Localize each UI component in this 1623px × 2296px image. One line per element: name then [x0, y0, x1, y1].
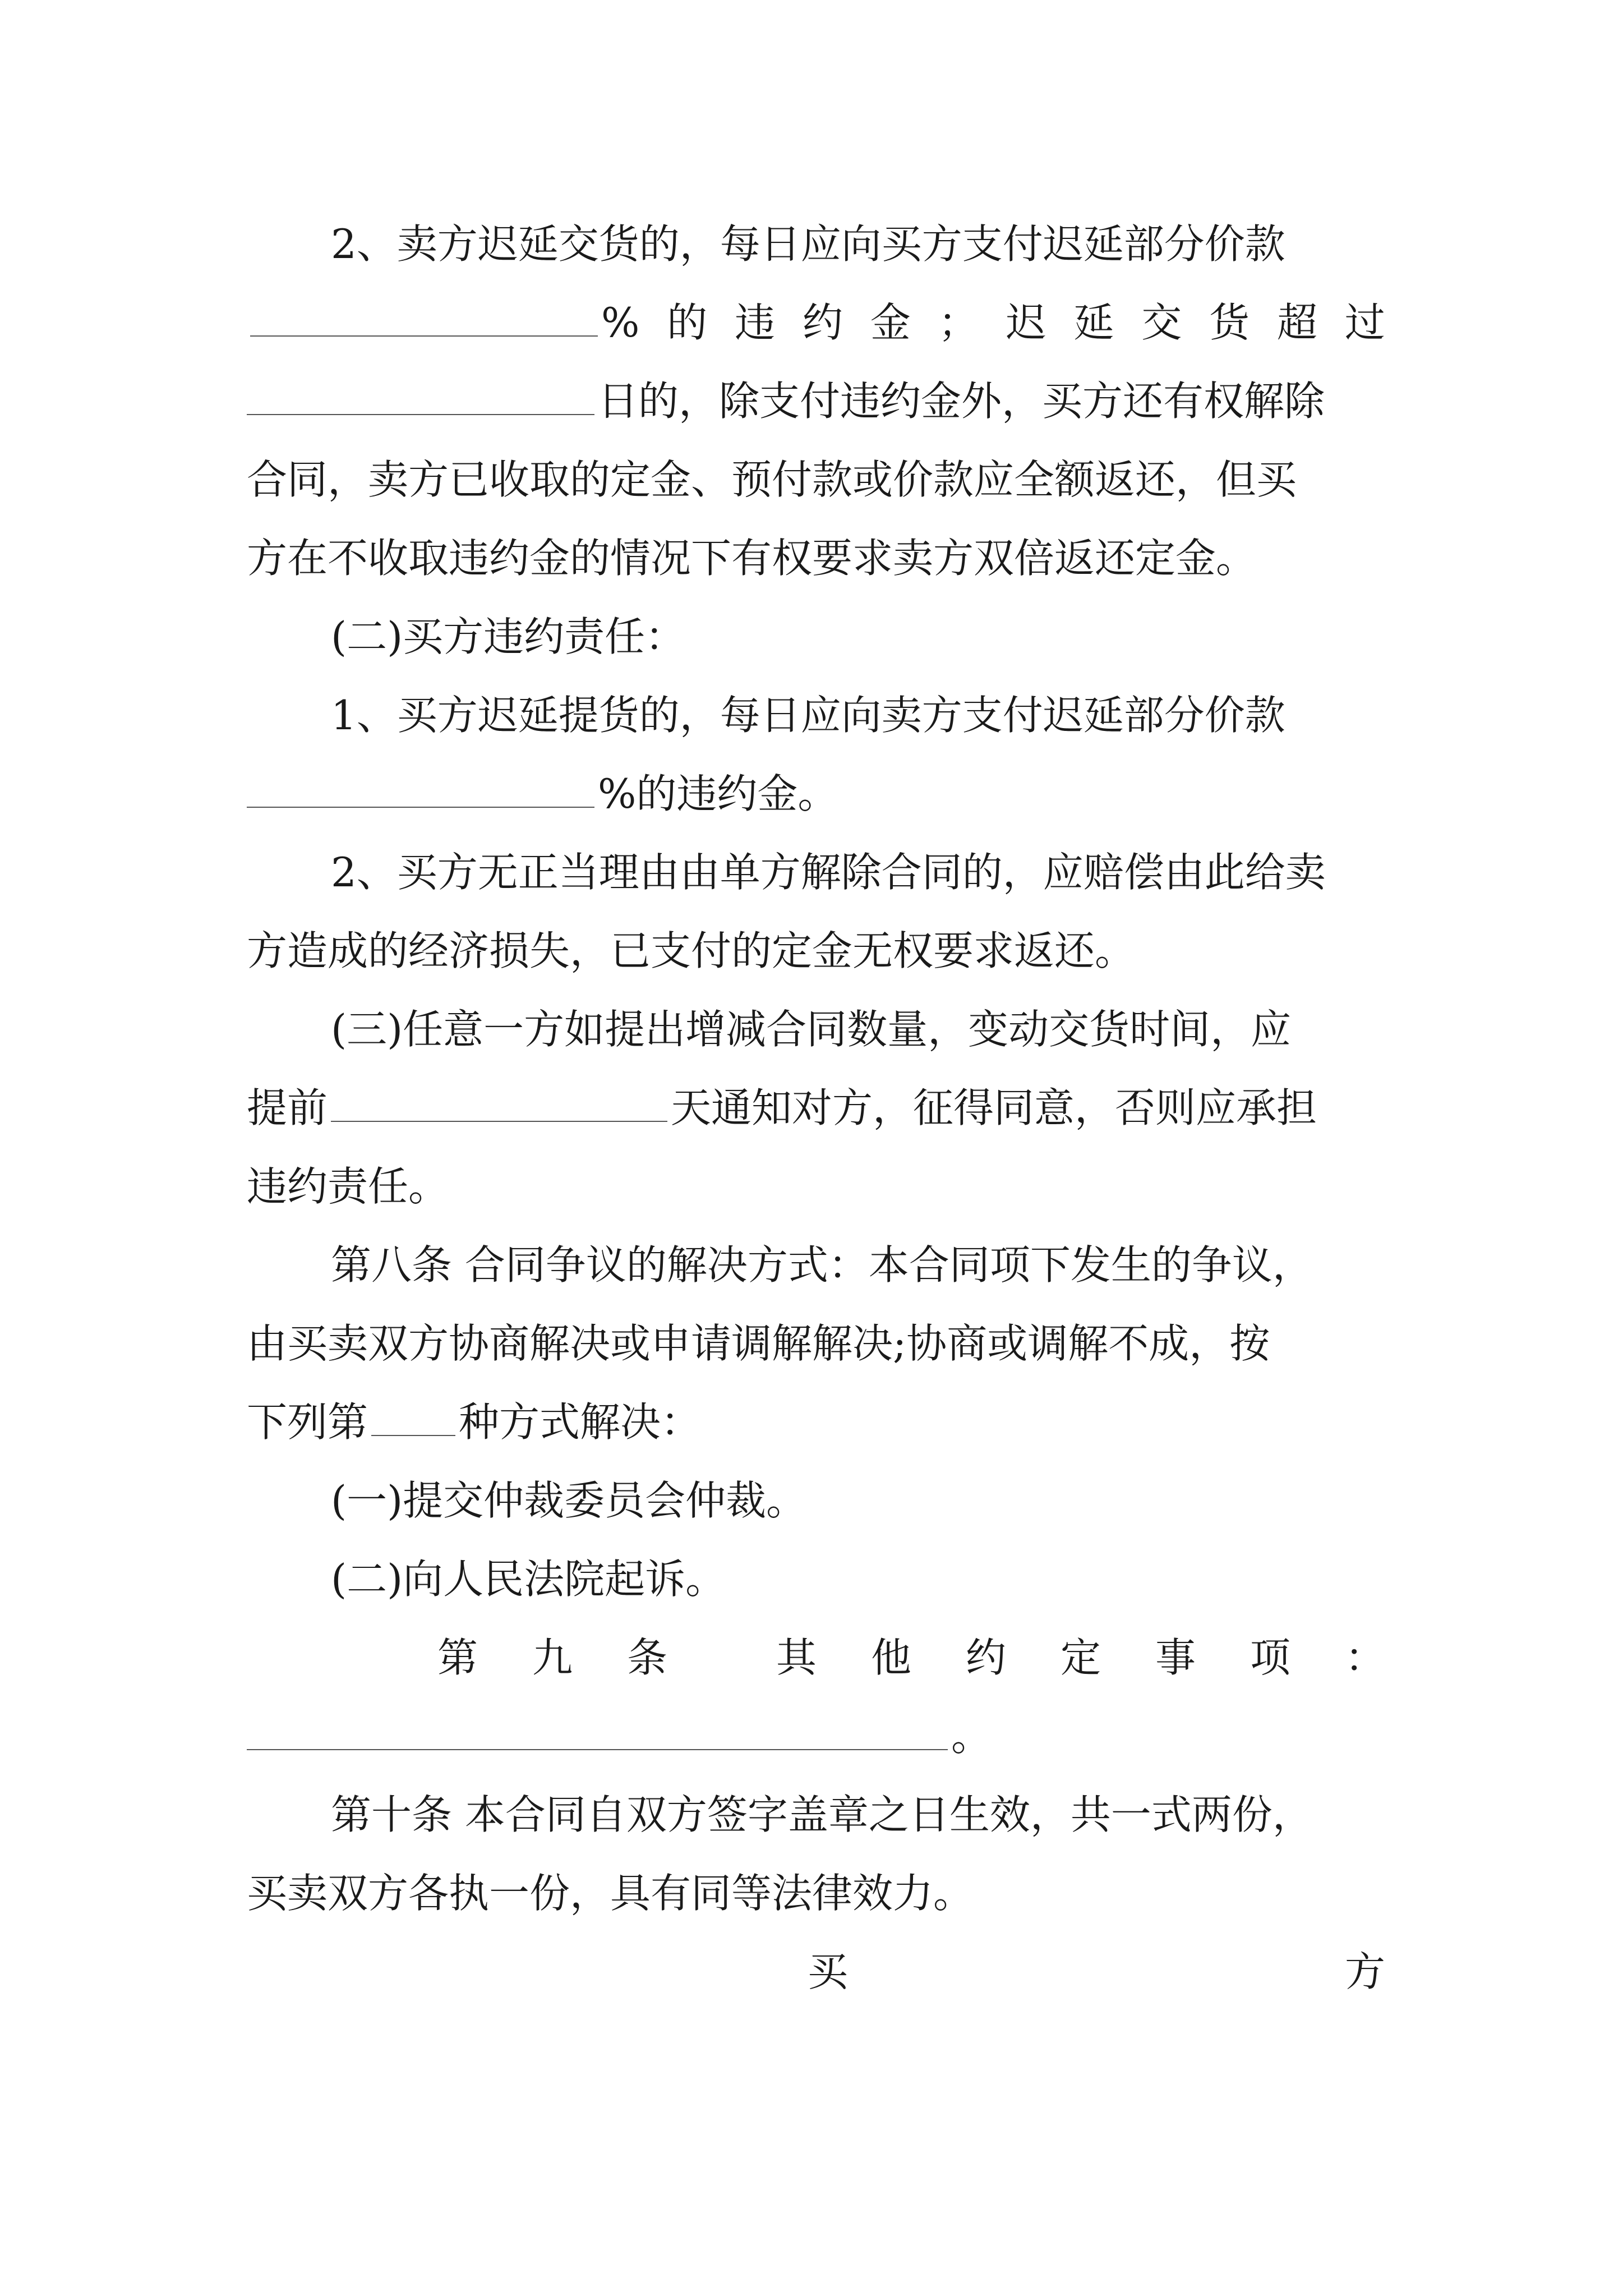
word: 迟 — [1006, 299, 1046, 346]
signature-line — [808, 1932, 1385, 2011]
section-heading-buyer — [247, 597, 1385, 676]
signature-label-right: 方 — [1344, 1948, 1385, 1995]
paragraph-buyer-late-line2 — [247, 754, 1385, 833]
fill-blank — [247, 1738, 948, 1750]
word: 定 — [1060, 1634, 1101, 1681]
text: 合同，卖方已收取的定金、预付款或价款应全额返还，但买 — [247, 456, 1297, 503]
word: 条 — [627, 1634, 668, 1681]
paragraph-change-notice-line1 — [247, 990, 1385, 1069]
fill-blank — [371, 1424, 455, 1436]
word: % — [601, 299, 640, 346]
text: 。 — [951, 1713, 992, 1760]
fill-blank — [331, 1110, 667, 1122]
article-10-line2 — [247, 1854, 1385, 1932]
text: 2、卖方迟延交货的，每日应向买方支付迟延部分价款 — [331, 220, 1285, 268]
text: 种方式解决： — [459, 1398, 702, 1446]
paragraph-seller-late-line5 — [247, 519, 1385, 597]
paragraph-buyer-terminate-line1 — [247, 833, 1385, 912]
text: 提前 — [247, 1084, 328, 1131]
word: 金 — [870, 299, 911, 346]
article-10-line1 — [247, 1775, 1385, 1854]
word: 延 — [1073, 299, 1114, 346]
text: 第八条 合同争议的解决方式：本合同项下发生的争议， — [331, 1241, 1313, 1289]
article-8-option-1 — [247, 1461, 1385, 1540]
word: 九 — [532, 1634, 573, 1681]
word: 超 — [1277, 299, 1318, 346]
word: 违 — [735, 299, 776, 346]
paragraph-buyer-late-line1 — [247, 676, 1385, 754]
text: 由买卖双方协商解决或申请调解解决;协商或调解不成，按 — [247, 1320, 1270, 1367]
word: 他 — [870, 1634, 911, 1681]
heading: (二)买方违约责任： — [331, 613, 686, 660]
text: (三)任意一方如提出增减合同数量，变动交货时间，应 — [331, 1006, 1292, 1053]
fill-blank — [250, 324, 598, 337]
fill-blank — [247, 403, 594, 415]
word: ： — [1344, 1634, 1385, 1681]
fill-blank — [247, 795, 594, 808]
word: 约 — [802, 299, 843, 346]
article-8-line2 — [247, 1304, 1385, 1383]
paragraph-seller-late-line3 — [247, 362, 1385, 440]
paragraph-seller-late-line1 — [247, 205, 1385, 283]
paragraph-seller-late-line4 — [247, 440, 1385, 519]
word: 其 — [776, 1634, 817, 1681]
word: 项 — [1249, 1634, 1290, 1681]
word: 约 — [965, 1634, 1006, 1681]
signature-label-left: 买 — [808, 1948, 849, 1995]
paragraph-buyer-terminate-line2 — [247, 912, 1385, 990]
article-9-line1 — [437, 1618, 1385, 1697]
paragraph-change-notice-line2 — [247, 1069, 1385, 1147]
word: 的 — [667, 299, 708, 346]
text: %的违约金。 — [598, 770, 838, 817]
article-8-line1 — [247, 1226, 1385, 1304]
text: 第十条 本合同自双方签字盖章之日生效，共一式两份， — [331, 1791, 1313, 1838]
word: 过 — [1344, 299, 1385, 346]
article-8-line3 — [247, 1383, 1385, 1461]
word: 货 — [1209, 299, 1250, 346]
text: 方在不收取违约金的情况下有权要求卖方双倍返还定金。 — [247, 535, 1257, 582]
word: 交 — [1141, 299, 1182, 346]
text: (一)提交仲裁委员会仲裁。 — [331, 1477, 807, 1524]
text: 2、买方无正当理由由单方解除合同的，应赔偿由此给卖 — [331, 849, 1326, 896]
paragraph-seller-late-line2 — [247, 283, 1385, 362]
article-8-option-2 — [247, 1540, 1385, 1618]
word: 第 — [437, 1634, 478, 1681]
text: 1、买方迟延提货的，每日应向卖方支付迟延部分价款 — [331, 692, 1285, 739]
text: 下列第 — [247, 1398, 368, 1446]
text: (二)向人民法院起诉。 — [331, 1556, 726, 1603]
text: 日的，除支付违约金外，买方还有权解除 — [598, 378, 1325, 425]
text: 方造成的经济损失，已支付的定金无权要求返还。 — [247, 927, 1136, 974]
word: 事 — [1155, 1634, 1196, 1681]
text: 天通知对方，征得同意，否则应承担 — [671, 1084, 1317, 1131]
paragraph-change-notice-line3 — [247, 1147, 1385, 1226]
text: 买卖双方各执一份，具有同等法律效力。 — [247, 1870, 974, 1917]
word: ； — [938, 299, 979, 346]
article-9-line2 — [247, 1697, 1385, 1775]
text: 违约责任。 — [247, 1163, 449, 1210]
